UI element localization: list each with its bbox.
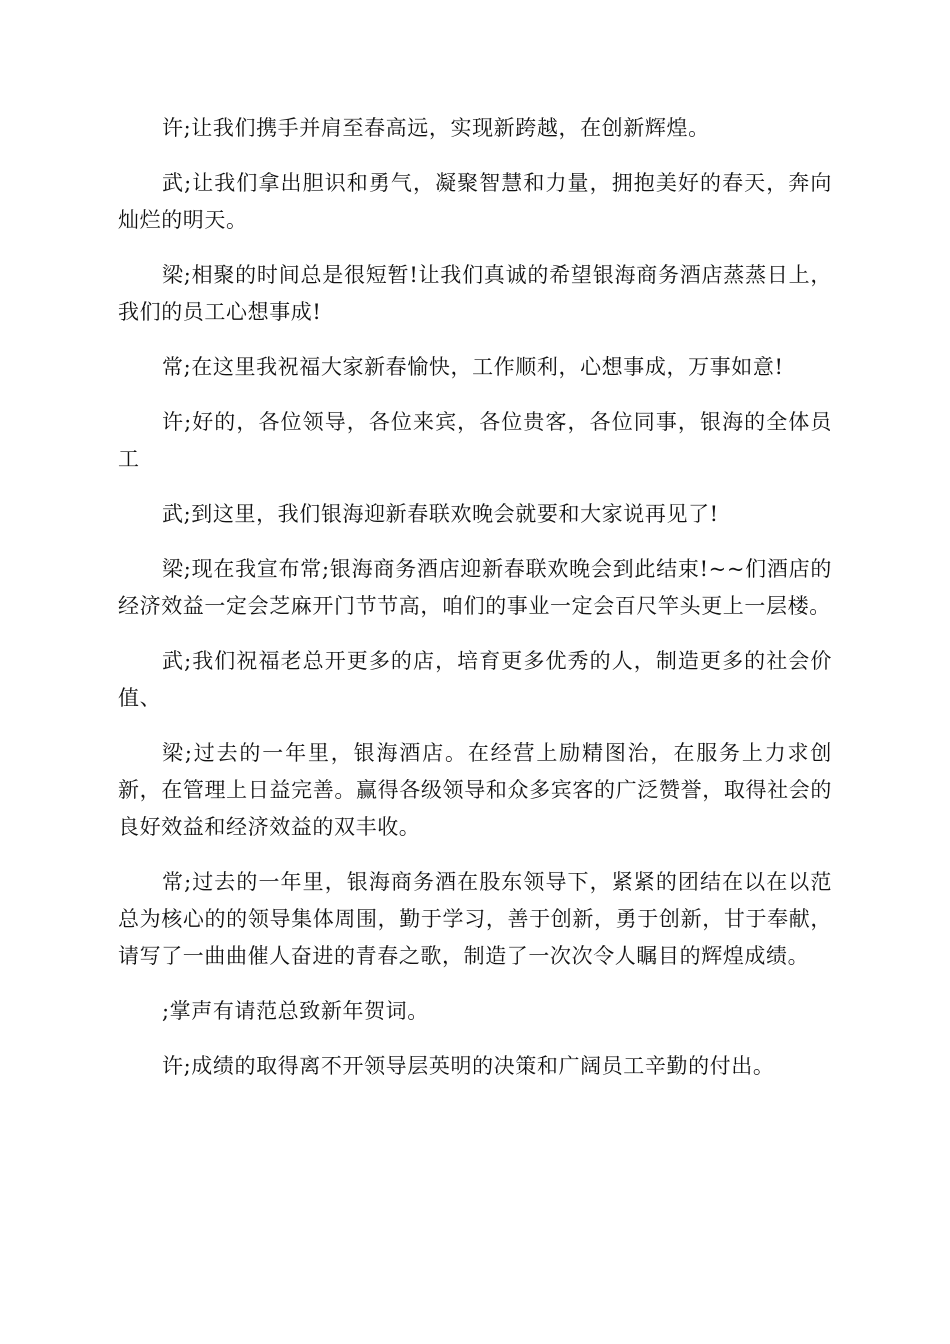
paragraph: 许;成绩的取得离不开领导层英明的决策和广阔员工辛勤的付出。 <box>162 1054 775 1078</box>
paragraph: ;掌声有请范总致新年贺词。 <box>162 999 429 1023</box>
paragraph: 梁;相聚的时间总是很短暂!让我们真诚的希望银海商务酒店蒸蒸日上，我们的员工心想事成! <box>118 263 832 324</box>
paragraph: 梁;过去的一年里，银海酒店。在经营上励精图治，在服务上力求创新，在管理上日益完善。赢得各级领导和众多宾客的广泛赞誉，取得社会的良好效益和经济效益的双丰收。 <box>118 741 832 839</box>
document-body <box>118 110 832 1103</box>
paragraph: 武;让我们拿出胆识和勇气，凝聚智慧和力量，拥抱美好的春天，奔向灿烂的明天。 <box>118 171 832 232</box>
paragraph: 常;在这里我祝福大家新春愉快，工作顺利，心想事成，万事如意! <box>162 355 784 379</box>
paragraph: 常;过去的一年里，银海商务酒在股东领导下，紧紧的团结在以在以范总为核心的的领导集体周围，勤于学习，善于创新，勇于创新，甘于奉献，请写了一曲曲催人奋进的青春之歌，制造了一次次令人瞩目的辉煌成绩。 <box>118 870 832 968</box>
paragraph: 武;我们祝福老总开更多的店，培育更多优秀的人，制造更多的社会价值、 <box>118 649 832 710</box>
paragraph: 许;好的，各位领导，各位来宾，各位贵客，各位同事，银海的全体员工 <box>118 410 832 471</box>
paragraph: 武;到这里，我们银海迎新春联欢晚会就要和大家说再见了! <box>162 502 719 526</box>
paragraph: 许;让我们携手并肩至春高远，实现新跨越，在创新辉煌。 <box>162 116 710 140</box>
paragraph: 梁;现在我宣布常;银海商务酒店迎新春联欢晚会到此结束!~~们酒店的经济效益一定会芝麻开门节节高，咱们的事业一定会百尺竿头更上一层楼。 <box>118 557 832 618</box>
